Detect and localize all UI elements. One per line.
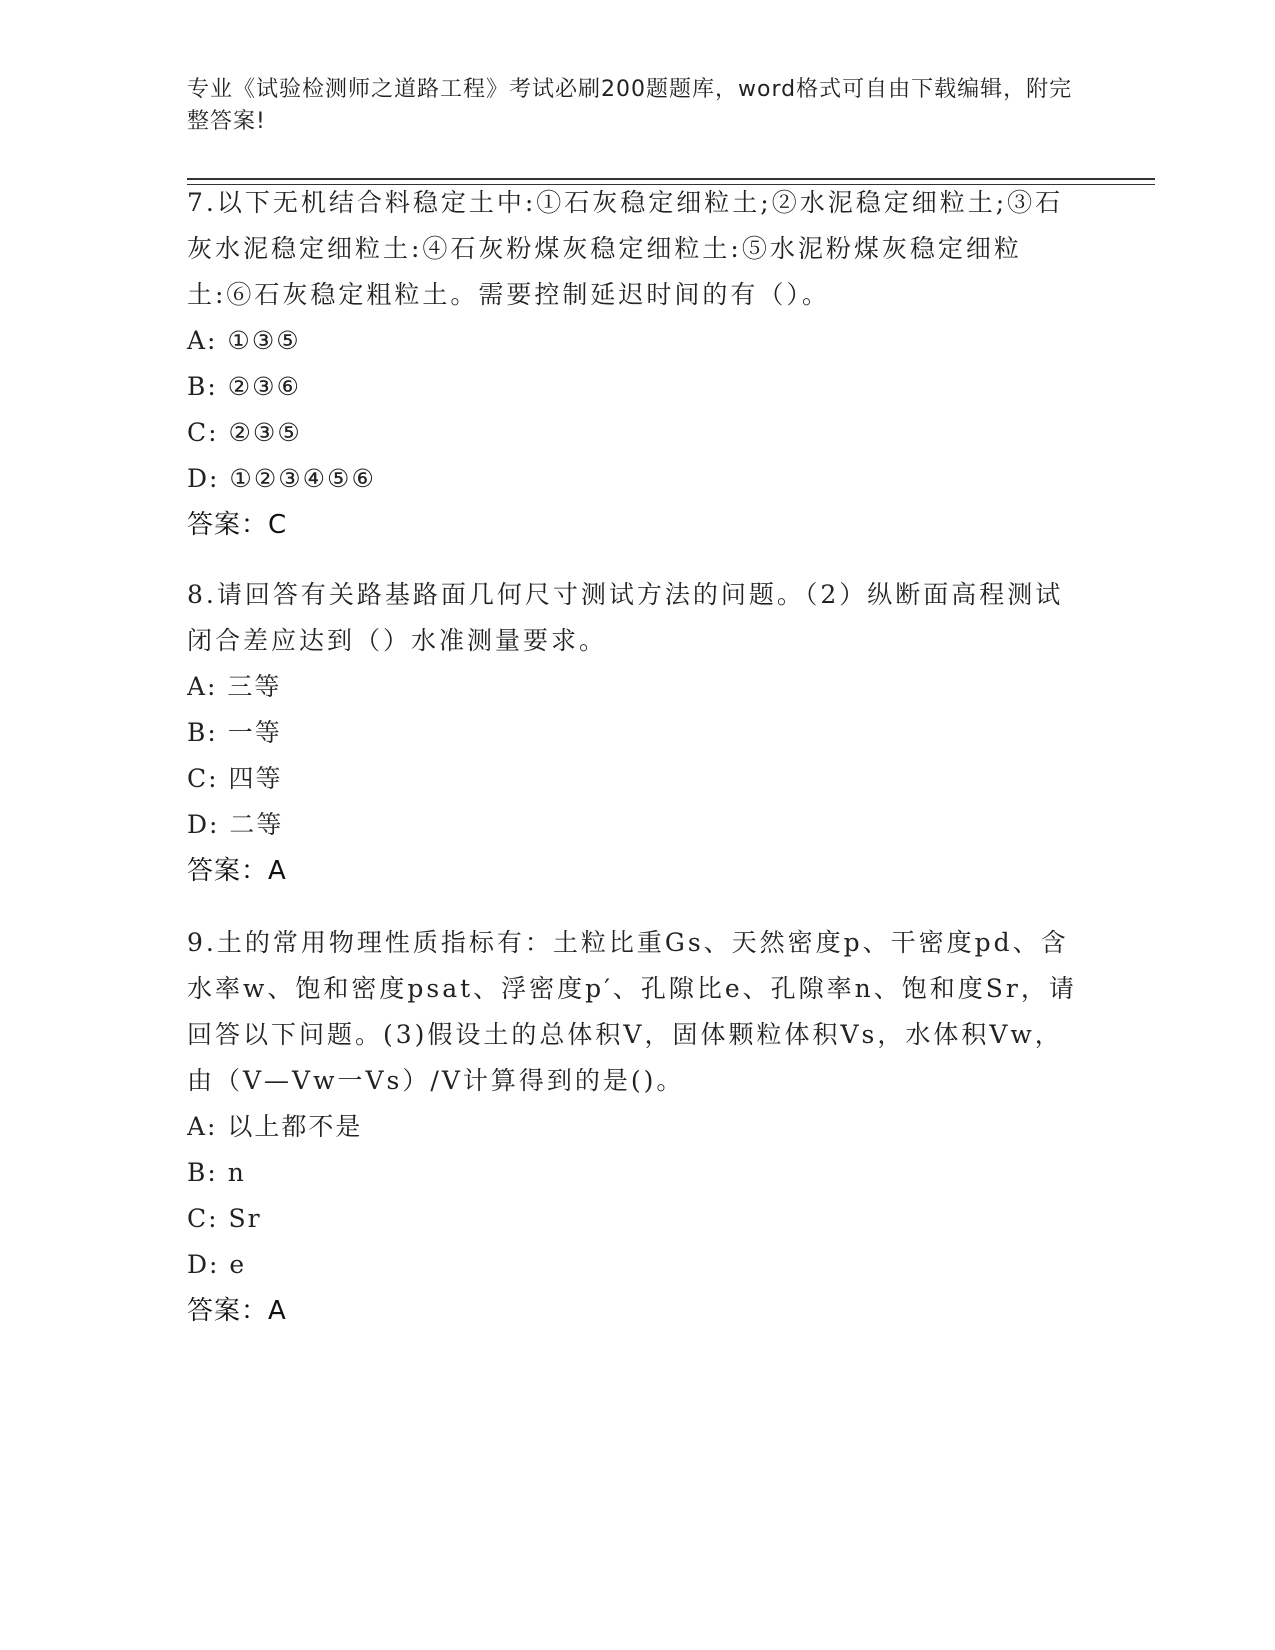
option-d: D: 二等 [187,810,284,839]
option-a: A: 三等 [187,672,282,701]
option-c: C: 四等 [187,764,283,793]
question-7 [187,180,1087,548]
option-b: B: n [187,1158,246,1187]
answer: 答案：C [187,510,288,540]
option-a: A: ①③⑤ [187,326,301,355]
question-8 [187,572,1087,894]
question-9 [187,920,1087,1334]
option-c: C: ②③⑤ [187,418,302,447]
option-d: D: ①②③④⑤⑥ [187,464,376,493]
option-c: C: Sr [187,1204,262,1233]
option-b: B: 一等 [187,718,282,747]
option-d: D: e [187,1250,247,1279]
option-a: A: 以上都不是 [187,1112,363,1141]
document-header: 专业《试验检测师之道路工程》考试必刷200题题库，word格式可自由下载编辑，附完整答案! [187,77,1073,134]
answer: 答案：A [187,856,287,886]
answer: 答案：A [187,1296,287,1326]
question-stem: 9.土的常用物理性质指标有：土粒比重Gs、天然密度p、干密度pd、含水率w、饱和密度psat、浮密度p′、孔隙比e、孔隙率n、饱和度Sr，请回答以下问题。(3)假设土的总体积V，固体颗粒体积Vs，水体积Vw，由（V—Vw一Vs）/V计算得到的是()。 [187,928,1077,1095]
question-stem: 8.请回答有关路基路面几何尺寸测试方法的问题。（2）纵断面高程测试闭合差应达到（）水准测量要求。 [187,580,1064,655]
question-stem: 7.以下无机结合料稳定土中:①石灰稳定细粒土;②水泥稳定细粒土;③石灰水泥稳定细粒土:④石灰粉煤灰稳定细粒土:⑤水泥粉煤灰稳定细粒土:⑥石灰稳定粗粒土。需要控制延迟时间的有（）。 [187,188,1064,309]
option-b: B: ②③⑥ [187,372,301,401]
